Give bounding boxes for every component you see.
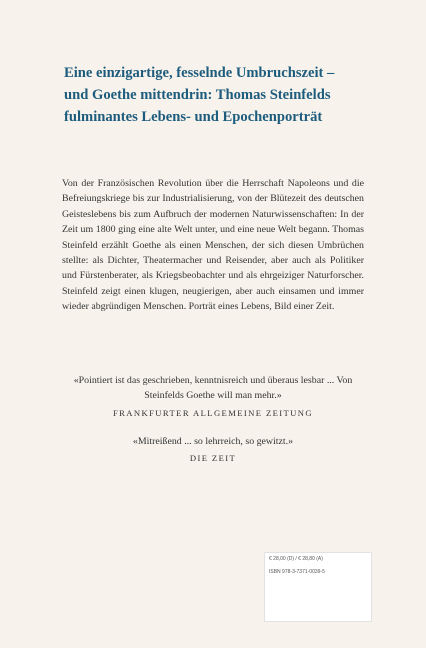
quote-source: DIE ZEIT: [189, 453, 237, 464]
headline-line-2: und Goethe mittendrin: Thomas Steinfelds: [64, 87, 331, 103]
isbn-text: ISBN 978-3-7371-0039-5: [269, 569, 325, 575]
quote-text: «Mitreißend ... so lehrreich, so gewitzt.»: [132, 436, 294, 447]
blurb-text: Von der Französischen Revolution über die Herrschaft Napoleons und die Befreiungskriege bis zur Industrialisierung, von der Blütezeit des deutschen Geisteslebens bis zum Aufbruch der modernen Naturwissenschaften: In der Zeit um 1800 ging eine alte Welt unter, und eine neue Welt begann. Thomas Steinfeld erzählt Goethe als einen Menschen, der sich diesen Umbrüchen stellte: als Dichter, Theatermacher und Reisender, aber auch als Politiker und Fürstenberater, als Kriegsbeobachter und als ehrgeiziger Naturforscher. Steinfeld zeigt einen klugen, neugierigen, aber auch einsamen und immer wieder abgründigen Menschen. Porträt eines Lebens, Bild einer Zeit.: [62, 178, 364, 313]
review-quote-zeit: [62, 434, 364, 467]
headline-line-1: Eine einzigartige, fesselnde Umbruchszeit –: [64, 65, 335, 81]
quote-text: «Pointiert ist das geschrieben, kenntnisreich und überaus lesbar ... Von Steinfelds Goethe will man mehr.»: [73, 375, 353, 402]
quote-source: FRANKFURTER ALLGEMEINE ZEITUNG: [113, 407, 313, 418]
review-quote-faz: [62, 373, 364, 421]
barcode-label: [264, 552, 372, 622]
price-text: € 28,00 (D) / € 28,80 (A): [269, 556, 323, 562]
headline: [64, 62, 384, 128]
headline-line-3: fulminantes Lebens- und Epochenporträt: [64, 109, 323, 125]
